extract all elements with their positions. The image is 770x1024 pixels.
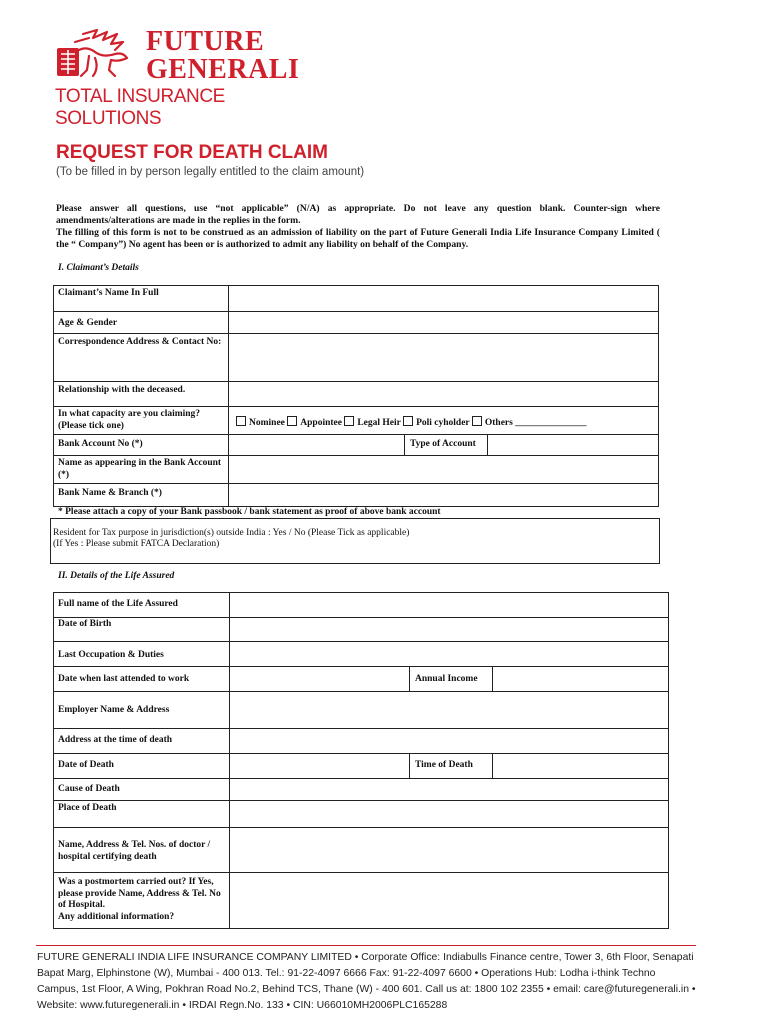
cause-of-death-label: Cause of Death: [58, 784, 120, 794]
form-instructions: [56, 203, 660, 251]
claimant-name-field[interactable]: [229, 286, 658, 311]
capacity-options: [236, 416, 586, 428]
instruction-paragraph: The filling of this form is not to be construed as an admission of liability on the part of Future Generali India Life Insurance Company Limited ( the “ Company”) No agent has been or is authorized to admit any liability on behalf of the Company.: [56, 227, 660, 250]
account-name-field[interactable]: [229, 456, 658, 483]
company-logo: [53, 26, 300, 129]
checkbox-icon[interactable]: [344, 416, 354, 426]
brand-name-line1: FUTURE: [146, 26, 265, 57]
claimant-name-label: Claimant’s Name In Full: [58, 288, 159, 298]
account-name-label: Name as appearing in the Bank Account (*): [58, 458, 222, 480]
footer-company-info: FUTURE GENERALI INDIA LIFE INSURANCE COMPANY LIMITED • Corporate Office: Indiabulls Finance centre, Tower 3, 6th Floor, Senapati Bapat Marg, Elphinstone (W), Mumbai - 400 013. Tel.: 91-22-4097 6666 Fax: 91-22-4097 6600 • Operations Hub: Lodha i-think Techno Campus, 1st Floor, A Wing, Pokhran Road No.2, Behind TCS, Thane (W) - 400 601. Call us at: 1800 102 2355 • email: care@futuregenerali.in • Website: www.futuregenerali.in • IRDAI Regn.No. 133 • CIN: U66010MH2006PLC165288: [37, 952, 696, 1011]
address-field[interactable]: [229, 334, 658, 381]
form-title: REQUEST FOR DEATH CLAIM: [56, 142, 328, 163]
age-gender-field[interactable]: [229, 312, 658, 333]
bank-branch-label: Bank Name & Branch (*): [58, 488, 162, 498]
bank-proof-note: * Please attach a copy of your Bank passbook / bank statement as proof of above bank account: [58, 507, 441, 517]
doctor-label: Name, Address & Tel. Nos. of doctor / hospital certifying death: [58, 840, 211, 862]
winged-lion-icon: [53, 28, 141, 82]
relationship-field[interactable]: [229, 382, 658, 406]
doctor-field[interactable]: [230, 828, 668, 872]
appointee-option[interactable]: Appointee: [287, 418, 342, 428]
address-at-death-field[interactable]: [230, 729, 668, 753]
date-of-death-label: Date of Death: [58, 760, 114, 770]
bank-account-label: Bank Account No (*): [58, 439, 143, 449]
employer-label: Employer Name & Address: [58, 705, 170, 715]
others-option[interactable]: Others _______________: [472, 418, 587, 428]
checkbox-icon[interactable]: [403, 416, 413, 426]
fatca-note: (If Yes : Please submit FATCA Declaration): [53, 539, 220, 549]
bank-account-field[interactable]: [229, 435, 404, 455]
place-of-death-label: Place of Death: [58, 803, 117, 813]
life-assured-name-label: Full name of the Life Assured: [58, 599, 178, 609]
account-type-field[interactable]: [488, 435, 658, 455]
section-heading-life-assured: II. Details of the Life Assured: [58, 571, 175, 581]
policyholder-option[interactable]: Poli cyholder: [403, 418, 469, 428]
brand-tagline: TOTAL INSURANCE SOLUTIONS: [55, 86, 225, 129]
life-assured-name-field[interactable]: [230, 593, 668, 617]
capacity-label: In what capacity are you claiming? (Please tick one): [58, 409, 201, 431]
instruction-paragraph: Please answer all questions, use “not applicable” (N/A) as appropriate. Do not leave any question blank. Counter-sign where amendments/alterations are made in the replies in the form.: [56, 203, 660, 226]
last-attended-label: Date when last attended to work: [58, 674, 190, 684]
employer-field[interactable]: [230, 692, 668, 728]
postmortem-label: Was a postmortem carried out? If Yes, please provide Name, Address & Tel. No of Hospital.: [58, 877, 221, 910]
relationship-label: Relationship with the deceased.: [58, 385, 186, 395]
legal-heir-option[interactable]: Legal Heir: [344, 418, 400, 428]
time-of-death-label: Time of Death: [415, 760, 473, 770]
address-at-death-label: Address at the time of death: [58, 735, 173, 745]
account-type-label: Type of Account: [410, 439, 476, 449]
checkbox-icon[interactable]: [472, 416, 482, 426]
nominee-option[interactable]: Nominee: [236, 418, 285, 428]
section-heading-claimant: I. Claimant’s Details: [58, 263, 139, 273]
place-of-death-field[interactable]: [230, 801, 668, 827]
additional-info-label: Any additional information?: [58, 912, 175, 922]
bank-branch-field[interactable]: [229, 484, 658, 506]
footer-divider: [36, 945, 696, 946]
annual-income-label: Annual Income: [415, 674, 478, 684]
checkbox-icon[interactable]: [236, 416, 246, 426]
occupation-label: Last Occupation & Duties: [58, 650, 164, 660]
brand-name-line2: GENERALI: [146, 54, 300, 85]
occupation-field[interactable]: [230, 642, 668, 666]
postmortem-field[interactable]: [230, 873, 668, 928]
age-gender-label: Age & Gender: [58, 318, 118, 328]
annual-income-field[interactable]: [493, 667, 668, 691]
date-of-death-field[interactable]: [230, 754, 409, 778]
address-label: Correspondence Address & Contact No:: [58, 337, 222, 347]
tax-residency-question[interactable]: Resident for Tax purpose in jurisdiction(s) outside India : Yes / No (Please Tick as applicable): [53, 528, 410, 538]
checkbox-icon[interactable]: [287, 416, 297, 426]
last-attended-field[interactable]: [230, 667, 409, 691]
cause-of-death-field[interactable]: [230, 779, 668, 800]
dob-label: Date of Birth: [58, 619, 112, 629]
dob-field[interactable]: [230, 618, 668, 641]
form-subtitle: (To be filled in by person legally entitled to the claim amount): [56, 166, 365, 178]
time-of-death-field[interactable]: [493, 754, 668, 778]
